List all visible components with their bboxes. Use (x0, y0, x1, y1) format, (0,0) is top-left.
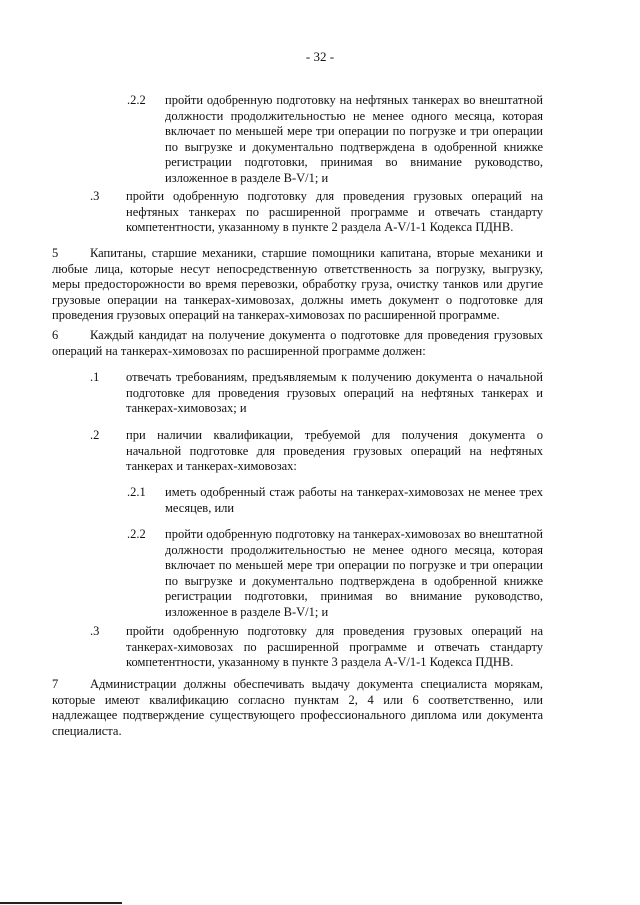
item-3-text: пройти одобренную подготовку для проведения грузовых операций на нефтяных танкерах по расширенной программе и отвечать стандарту компетентности, указанному в пункте 2 раздела A-V/1-1 Кодекса ПДНВ. (126, 189, 543, 235)
item-2-2-number: .2.2 (127, 93, 146, 107)
item-2-1-number: .2.1 (127, 485, 146, 499)
item-3-chem-number: .3 (90, 624, 100, 638)
item-3-chem-text: пройти одобренную подготовку для проведения грузовых операций на танкерах-химовозах по расширенной программе и отвечать стандарту компетентности, указанному в пункте 3 раздела A-V/1-1 Кодекса ПДНВ. (126, 624, 543, 670)
paragraph-5-number: 5 (52, 246, 59, 260)
page-number: - 32 - (305, 49, 335, 64)
paragraph-6-number: 6 (52, 328, 59, 342)
item-2-number: .2 (90, 428, 100, 442)
item-2-2-text: пройти одобренную подготовку на нефтяных танкерах во внештатной должности продолжительностью не менее одного месяца, которая включает по меньшей мере три операции по погрузке и три операции по выгрузке и документально подтверждена в одобренной книжке регистрации подготовки, принимая во внимание руководство, изложенное в разделе B-V/1; и (165, 93, 543, 185)
scan-edge-line (0, 902, 122, 904)
item-2-2-chem-number: .2.2 (127, 527, 146, 541)
item-3-number: .3 (90, 189, 100, 203)
item-2-2-chem-text: пройти одобренную подготовку на танкерах-химовозах во внештатной должности продолжительностью не менее одного месяца, которая включает по меньшей мере три операции по погрузке и три операции по выгрузке и документально подтверждена в одобренной книжке регистрации подготовки, принимая во внимание руководство, изложенное в разделе B-V/1; и (165, 527, 543, 619)
item-2-1-text: иметь одобренный стаж работы на танкерах-химовозах не менее трех месяцев, или (165, 485, 543, 515)
paragraph-5-text: Капитаны, старшие механики, старшие помощники капитана, вторые механики и любые лица, которые несут непосредственную ответственность за погрузку, выгрузку, меры предосторожности во время перевозки, обработку груза, очистку танков или другие грузовые операции на танкерах-химовозах, должны иметь документ о подготовке для проведения грузовых операций на танкерах-химовозах по расширенной программе. (52, 246, 543, 323)
paragraph-6-text: Каждый кандидат на получение документа о подготовке для проведения грузовых операций на танкерах-химовозах по расширенной программе должен: (52, 328, 543, 358)
item-2-text: при наличии квалификации, требуемой для получения документа о начальной подготовке для проведения грузовых операций на нефтяных танкерах и танкерах-химовозах: (126, 428, 543, 474)
paragraph-7-text: Администрации должны обеспечивать выдачу документа специалиста морякам, которые имеют квалификацию согласно пунктам 2, 4 или 6 соответственно, или надлежащее подтверждение существующего профессионального диплома или документа специалиста. (52, 677, 543, 738)
item-1-number: .1 (90, 370, 100, 384)
item-1-text: отвечать требованиям, предъявляемым к получению документа о начальной подготовке для проведения грузовых операций на нефтяных танкерах и танкерах-химовозах; и (126, 370, 543, 416)
paragraph-7-number: 7 (52, 677, 59, 691)
